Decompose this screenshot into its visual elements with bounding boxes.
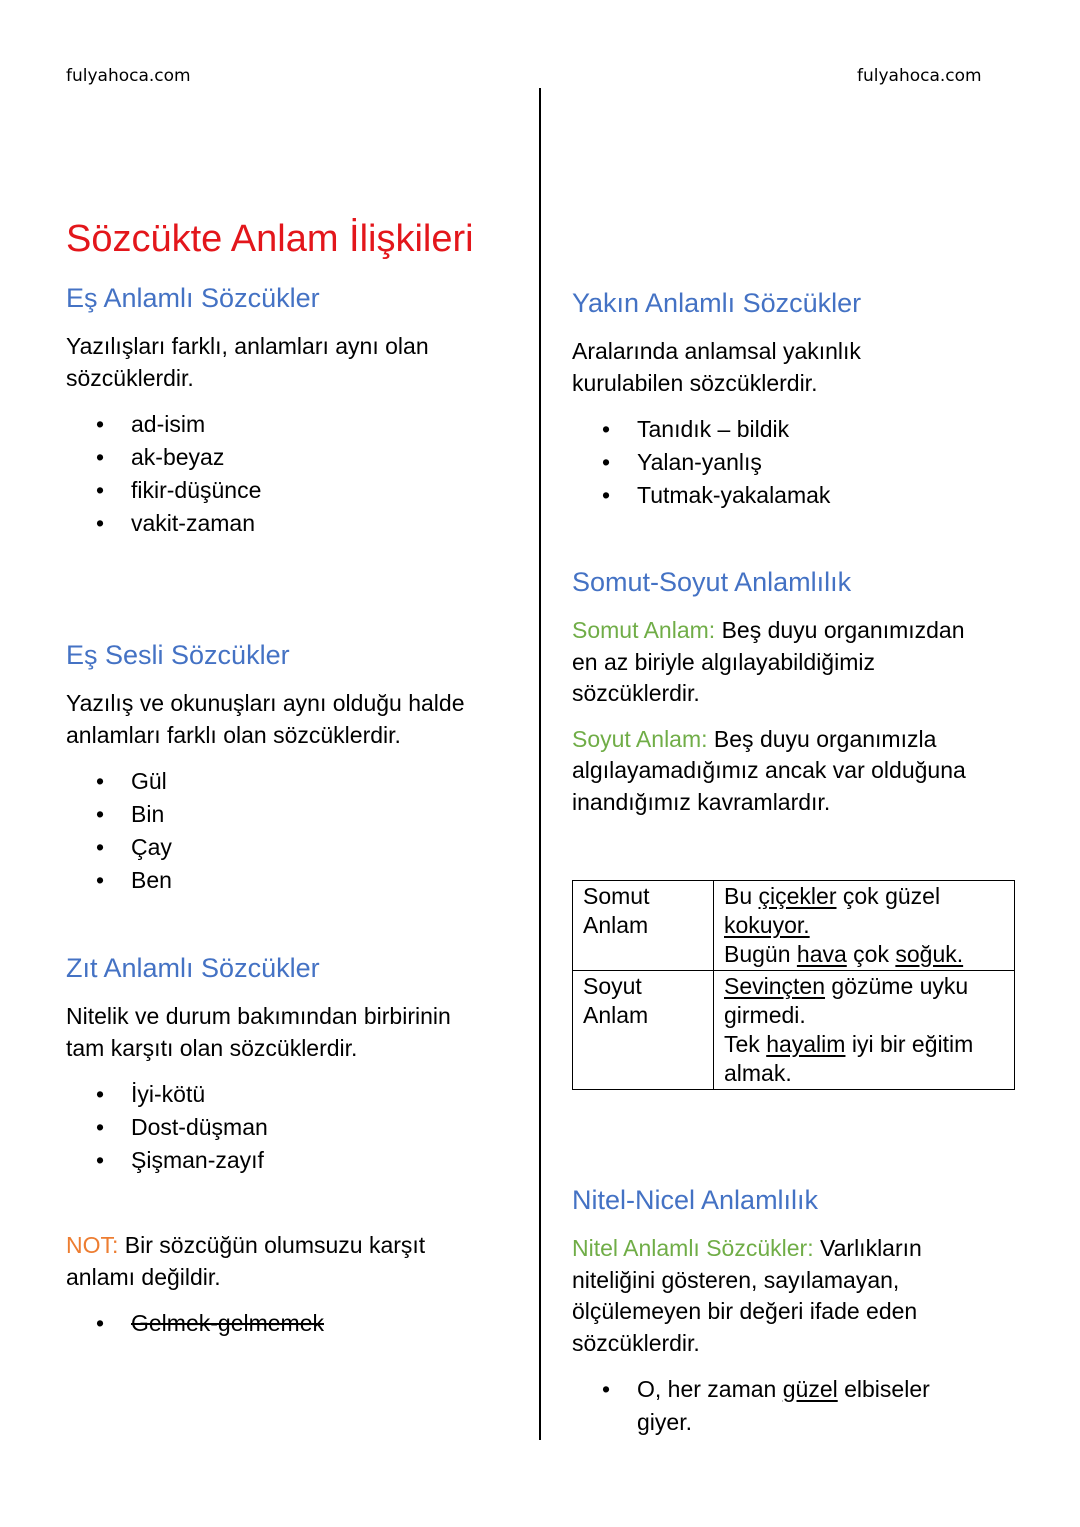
section-es-sesli — [66, 640, 526, 897]
table-cell-label: Somut Anlam — [573, 881, 714, 971]
list-item: • vakit-zaman — [66, 507, 526, 540]
list-item: • Şişman-zayıf — [66, 1144, 526, 1177]
example-list — [572, 413, 1042, 512]
list-item: • Tanıdık – bildik — [572, 413, 1042, 446]
section-definition: Yazılışları farklı, anlamları aynı olan sözcüklerdir. — [66, 333, 429, 391]
section-definition: Yazılış ve okunuşları aynı olduğu halde anlamları farklı olan sözcüklerdir. — [66, 690, 465, 748]
section-nitel-nicel — [572, 1185, 1042, 1439]
section-heading: Zıt Anlamlı Sözcükler — [66, 953, 320, 983]
struck-list-item: • Gelmek-gelmemek — [66, 1307, 526, 1340]
table-cell-examples: Bu çiçekler çok güzel kokuyor. Bugün hava çok soğuk. — [714, 881, 1015, 971]
example-list — [66, 408, 526, 540]
list-item: • Yalan-yanlış — [572, 446, 1042, 479]
list-item: • O, her zaman güzel elbiseler giyer. — [572, 1373, 1042, 1439]
somut-label: Somut Anlam: — [572, 617, 716, 643]
list-item: • Bin — [66, 798, 526, 831]
section-heading: Eş Sesli Sözcükler — [66, 640, 290, 670]
list-item: • Dost-düşman — [66, 1111, 526, 1144]
section-heading: Eş Anlamlı Sözcükler — [66, 283, 320, 313]
table-row — [573, 881, 1015, 971]
section-definition: Nitelik ve durum bakımından birbirinin tam karşıtı olan sözcüklerdir. — [66, 1003, 451, 1061]
list-item: • Tutmak-yakalamak — [572, 479, 1042, 512]
header-site-right: fulyahoca.com — [857, 66, 982, 86]
somut-definition: Somut Anlam: Beş duyu organımızdan en az biriyle algılayabildiğimiz sözcüklerdir. — [572, 617, 965, 706]
section-heading: Nitel-Nicel Anlamlılık — [572, 1185, 819, 1215]
table-cell-label: Soyut Anlam — [573, 971, 714, 1090]
note-text: NOT: Bir sözcüğün olumsuzu karşıt anlamı değildir. — [66, 1232, 426, 1290]
list-item: • Gül — [66, 765, 526, 798]
section-zit-anlamli — [66, 953, 526, 1177]
section-definition: Aralarında anlamsal yakınlık kurulabilen sözcüklerdir. — [572, 338, 861, 396]
note-example-list — [66, 1307, 526, 1340]
list-item: • ad-isim — [66, 408, 526, 441]
list-item: • Ben — [66, 864, 526, 897]
header-site-left: fulyahoca.com — [66, 66, 191, 86]
soyut-label: Soyut Anlam: — [572, 725, 708, 752]
table-row — [573, 971, 1015, 1090]
list-item: • İyi-kötü — [66, 1078, 526, 1111]
list-item: • Çay — [66, 831, 526, 864]
list-item: • ak-beyaz — [66, 441, 526, 474]
note-label: NOT: — [66, 1232, 119, 1258]
nitel-definition: Nitel Anlamlı Sözcükler: Varlıkların niteliğini gösteren, sayılamayan, ölçülemeyen bir değeri ifade eden sözcüklerdir. — [572, 1235, 922, 1356]
page-title: Sözcükte Anlam İlişkileri — [66, 218, 474, 260]
example-list — [66, 765, 526, 897]
section-heading: Somut-Soyut Anlamlılık — [572, 567, 852, 597]
note-block — [66, 1230, 526, 1340]
table-cell-examples: Sevinçten gözüme uyku girmedi. Tek hayalim iyi bir eğitim almak. — [714, 971, 1015, 1090]
section-es-anlamli — [66, 283, 526, 540]
column-divider — [539, 88, 541, 1440]
example-list — [66, 1078, 526, 1177]
section-heading: Yakın Anlamlı Sözcükler — [572, 288, 862, 318]
example-list — [572, 1373, 1042, 1439]
section-yakin-anlamli — [572, 288, 1042, 512]
soyut-definition: Soyut Anlam: Beş duyu organımızla algılayamadığımız ancak var olduğuna inandığımız kavramlardır. — [572, 725, 966, 815]
somut-soyut-example-table — [572, 880, 1015, 1090]
list-item: • fikir-düşünce — [66, 474, 526, 507]
section-somut-soyut — [572, 567, 1042, 818]
nitel-label: Nitel Anlamlı Sözcükler: — [572, 1235, 814, 1261]
